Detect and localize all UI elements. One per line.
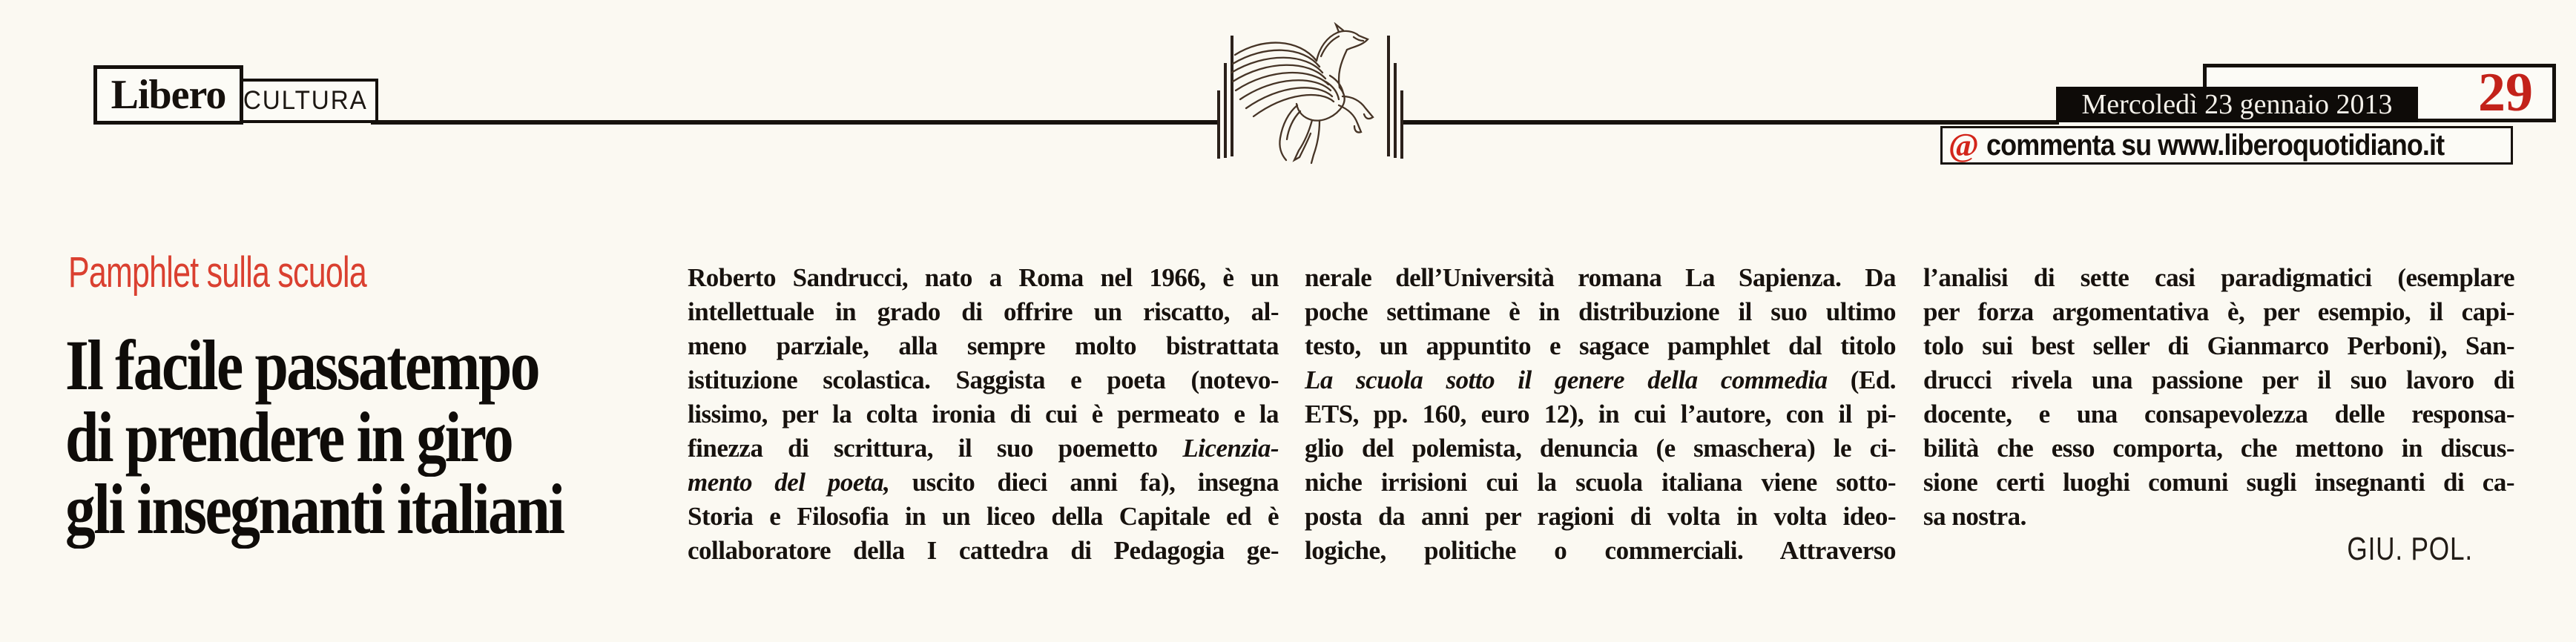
text-line: meno parziale, alla sempre molto bistrattata: [688, 331, 1279, 360]
text-line: Il facile passatempo: [65, 325, 539, 405]
text-line: istituzione scolastica. Saggista e poeta (notevo-: [688, 365, 1279, 394]
text-line: niche irrisioni cui la scuola italiana viene sotto-: [1305, 468, 1896, 497]
text-line: La scuola sotto il genere della commedia (Ed.: [1305, 365, 1897, 394]
text-line: testo, un appuntito e sagace pamphlet dal titolo: [1305, 331, 1896, 360]
text-line: docente, e una consapevolezza delle responsa-: [1923, 400, 2514, 428]
text-line: bilità che esso comporta, che mettono in discus-: [1923, 434, 2514, 463]
page-number: 29: [2478, 62, 2533, 123]
ornament-line: [1400, 90, 1403, 159]
text-line: gli insegnanti italiani: [65, 469, 564, 549]
text-line: Roberto Sandrucci, nato a Roma nel 1966, è un: [688, 263, 1279, 292]
text-line: sa nostra.: [1923, 502, 2026, 531]
byline: [1923, 531, 2473, 568]
text-line: posta da anni per ragioni di volta in volta ideo-: [1305, 502, 1896, 531]
libero-logo-box: [93, 65, 243, 125]
section-label: CULTURA: [243, 86, 368, 115]
text-line: glio del polemista, denuncia (e smaschera) le ci-: [1305, 434, 1896, 463]
text-line: nerale dell’Università romana La Sapienza. Da: [1305, 263, 1896, 292]
text-line: lissimo, per la colta ironia di cui è permeato e la: [688, 400, 1279, 428]
text-line: Storia e Filosofia in un liceo della Capitale ed è: [688, 502, 1279, 531]
libero-logo: Libero: [111, 72, 226, 118]
text-line: logiche, politiche o commerciali. Attraverso: [1305, 536, 1896, 565]
ornament-line: [1387, 36, 1390, 156]
pegasus-emblem-icon: [1228, 22, 1385, 167]
ornament-line: [1217, 90, 1220, 159]
comment-url-label: commenta su www.liberoquotidiano.it: [1986, 128, 2445, 162]
text-line: collaboratore della I cattedra di Pedagogia ge-: [688, 536, 1279, 565]
section-box: [237, 79, 378, 123]
text-line: ETS, pp. 160, euro 12), in cui l’autore, con il pi-: [1305, 400, 1896, 428]
masthead-rule-right: [1403, 120, 2059, 125]
text-line: drucci rivela una passione per il suo lavoro di: [1923, 365, 2514, 394]
body-column-2: [1305, 261, 1896, 568]
text-line: mento del poeta, uscito dieci anni fa), insegna: [688, 468, 1279, 497]
text-line: poche settimane è in distribuzione il suo ultimo: [1305, 297, 1896, 326]
text-line: l’analisi di sette casi paradigmatici (esemplare: [1923, 263, 2514, 292]
ornament-line: [1224, 63, 1227, 158]
comment-strip: [1940, 126, 2513, 165]
body-column-3: [1923, 261, 2514, 534]
article-kicker: Pamphlet sulla scuola: [68, 248, 366, 297]
byline-label: GIU. POL.: [2347, 531, 2473, 567]
text-line: tolo sui best seller di Gianmarco Perboni), San-: [1923, 331, 2514, 360]
date-label: Mercoledì 23 gennaio 2013: [2081, 89, 2393, 120]
article-headline: [65, 325, 651, 549]
date-bar: [2056, 87, 2418, 122]
ornament-line: [1394, 63, 1397, 158]
body-column-1: [688, 261, 1279, 568]
at-icon: @: [1949, 127, 1979, 163]
text-line: per forza argomentativa è, per esempio, il capi-: [1923, 297, 2514, 326]
text-line: intellettuale in grado di offrire un riscatto, al-: [688, 297, 1279, 326]
masthead-rule-left: [371, 120, 1218, 125]
text-line: di prendere in giro: [65, 397, 513, 477]
text-line: finezza di scrittura, il suo poemetto Licenzia-: [688, 434, 1279, 463]
text-line: sione certi luoghi comuni sugli insegnanti di ca-: [1923, 468, 2514, 497]
